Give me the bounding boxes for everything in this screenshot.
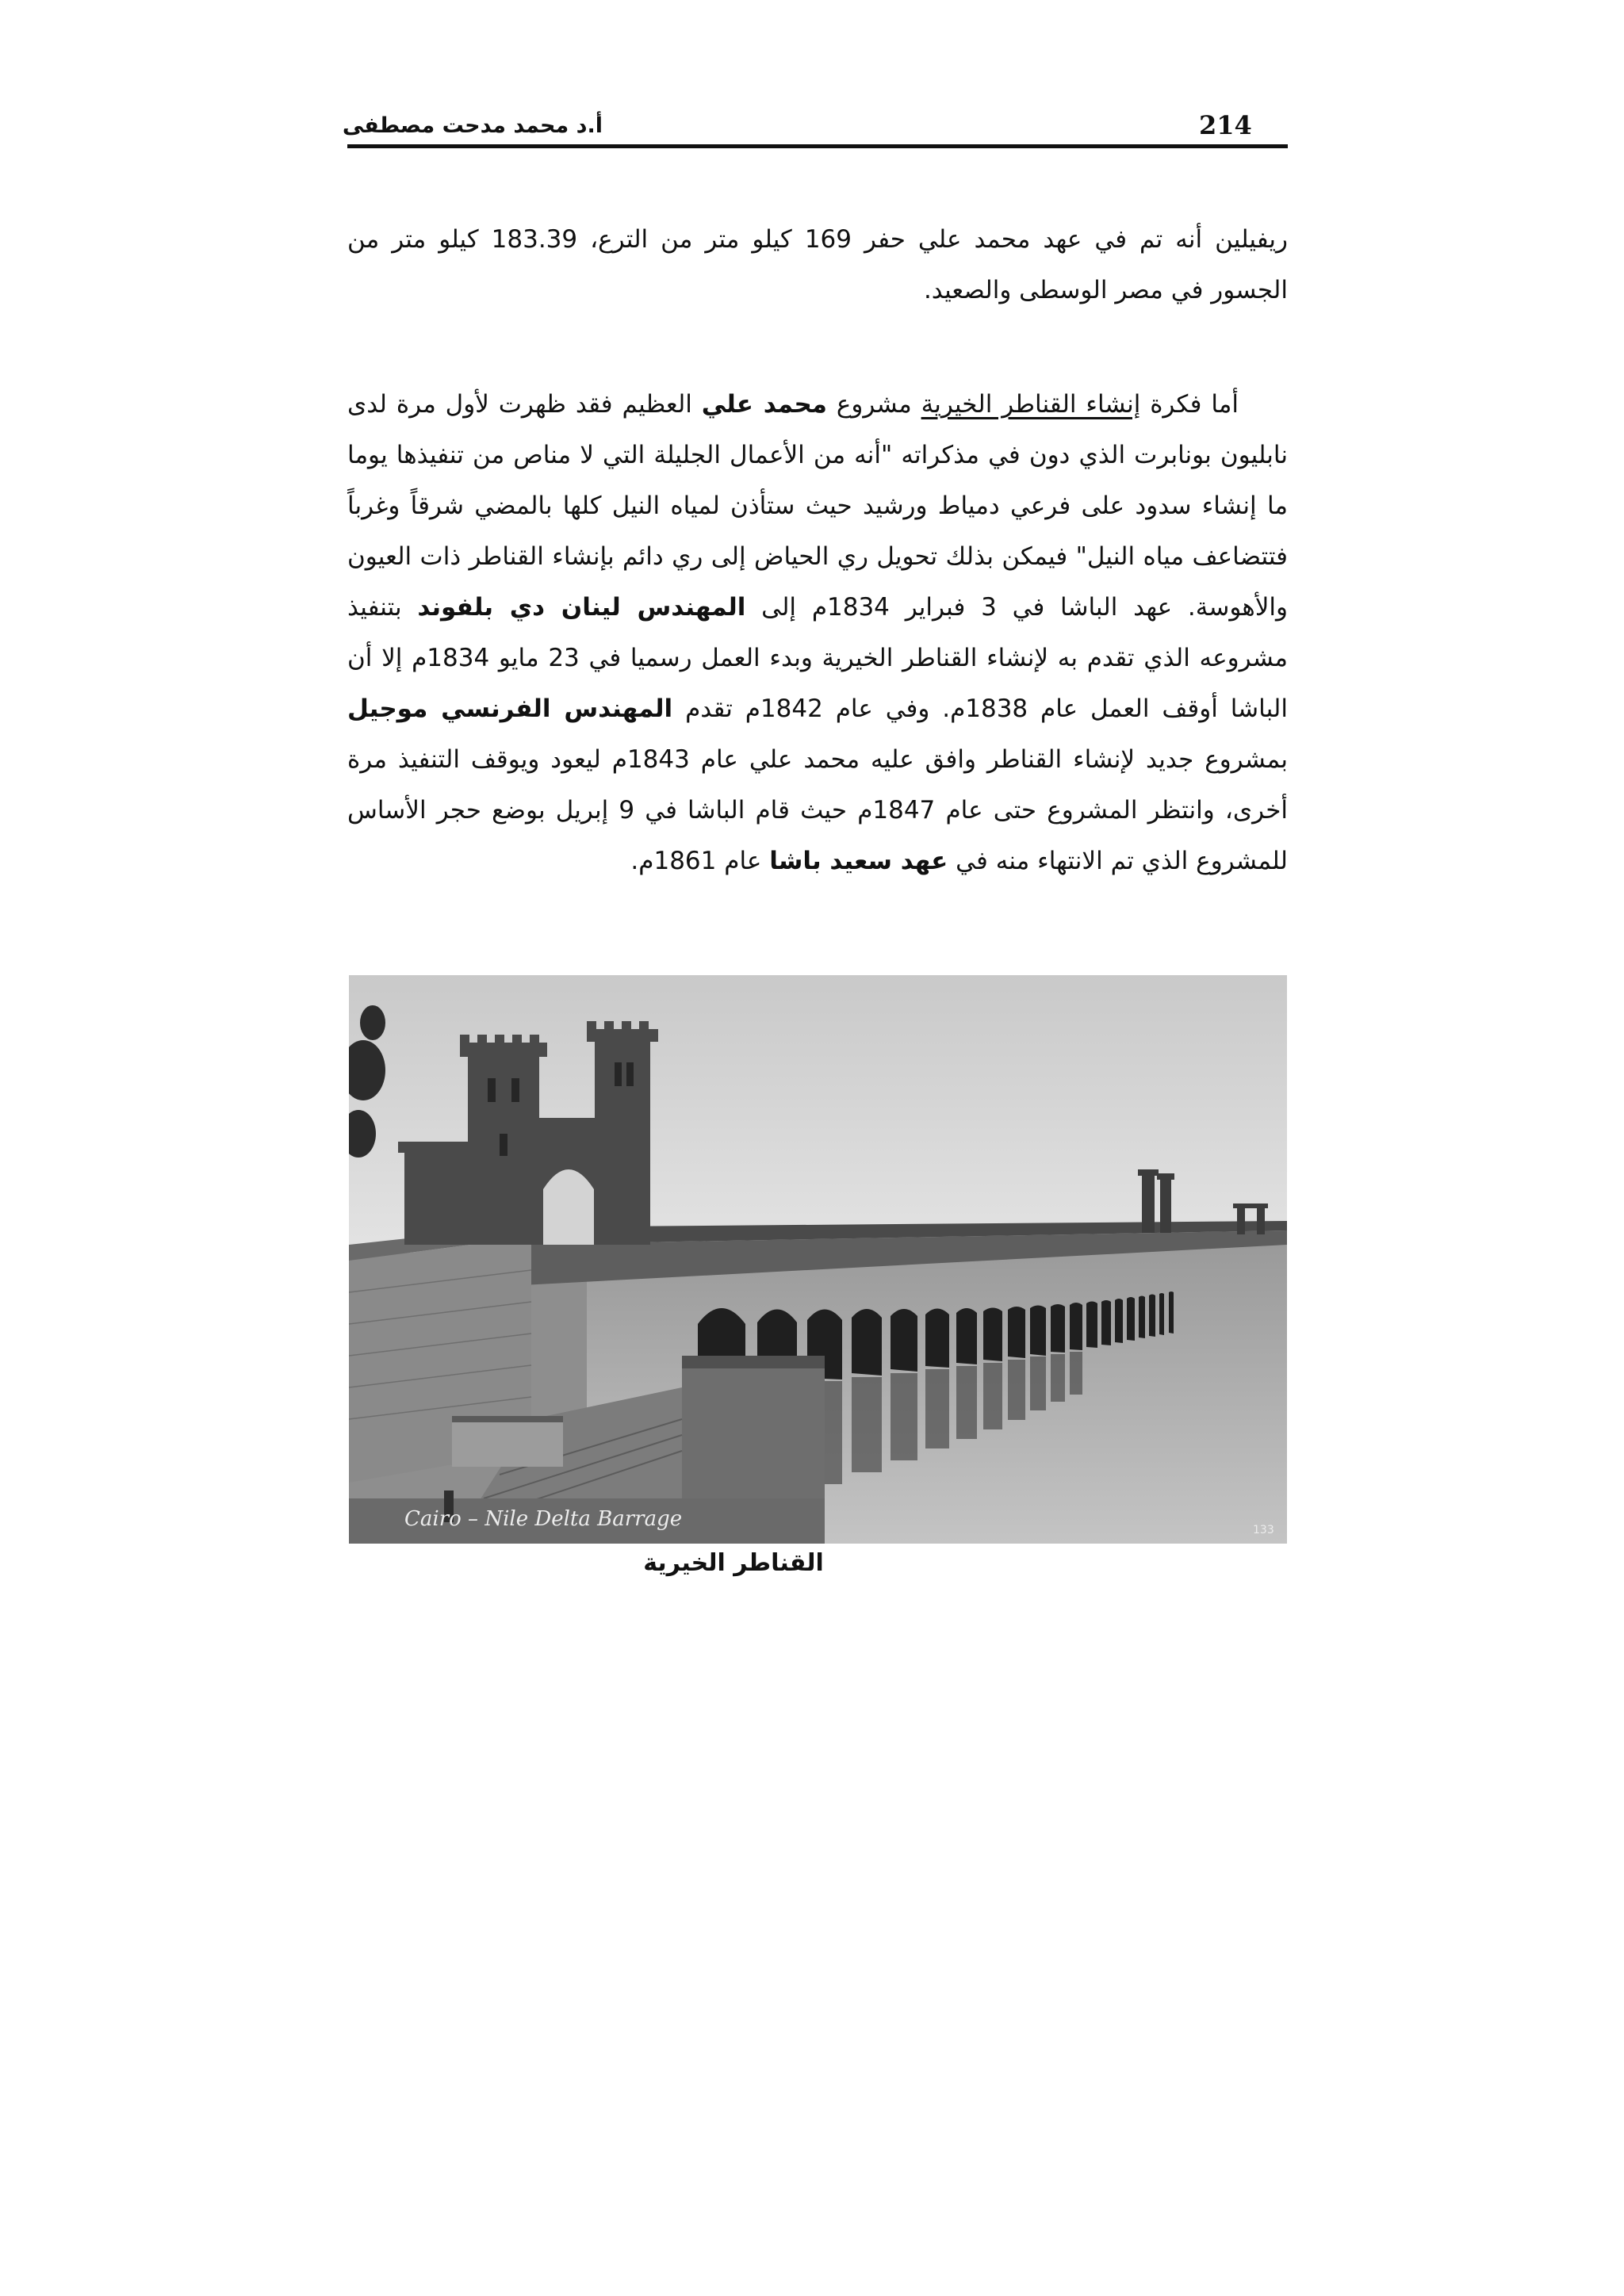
bold-phrase: عهد سعيد باشا [769, 847, 948, 875]
text-run: بتنفيذ مشروعه الذي تقدم به لإنشاء القناطر الخيرية وبدء العمل رسميا في 23 مايو 1834م إلا أن الباشا أوقف العمل عام 1838م. وفي عام 1842م تقدم [347, 593, 1288, 723]
photo-inscription: Cairo – Nile Delta Barrage [404, 1507, 683, 1531]
paragraph-1 [347, 214, 1288, 316]
photo-number: 133 [1253, 1524, 1274, 1536]
bold-phrase: المهندس الفرنسي موجيل [347, 695, 673, 723]
text-run: العظيم فقد ظهرت لأول مرة لدى نابليون بونابرت الذي دون في مذكراته "أنه من الأعمال الجليلة التي لا مناص من تنفيذها يوما ما إنشاء سدود على فرعي دمياط ورشيد حيث ستأذن لمياه النيل كلها بالمضي شرقاً وغرباً فتتضاعف مياه النيل" فيمكن بذلك تحويل ري الحياض إلى ري دائم بإنشاء القناطر ذات العيون والأهوسة. عهد الباشا في 3 فبراير 1834م إلى [347, 390, 1288, 622]
barrage-photo [349, 975, 1287, 1544]
text-run: مشروع [827, 390, 921, 419]
photo-caption: القناطر الخيرية [643, 1549, 824, 1577]
paragraph-1-text: ريفيلين أنه تم في عهد محمد علي حفر 169 كيلو متر من الترع، 183.39 كيلو متر من الجسور في مصر الوسطى والصعيد. [347, 225, 1288, 304]
text-run: أما فكرة [1140, 390, 1239, 419]
text-run: عام 1861م. [630, 847, 770, 875]
header-rule [347, 144, 1288, 148]
text-run: بمشروع جديد لإنشاء القناطر وافق عليه محمد علي عام 1843م ليعود ويوقف التنفيذ مرة أخرى، وانتظر المشروع حتى عام 1847م حيث قام الباشا في 9 إبريل بوضع حجر الأساس للمشروع الذي تم الانتهاء منه في [347, 745, 1288, 875]
lock-chamber [682, 1364, 825, 1514]
author-name: أ.د محمد مدحت مصطفى [342, 113, 603, 138]
bold-phrase: محمد علي [701, 390, 827, 419]
page-number: 214 [1199, 110, 1252, 140]
bold-phrase: المهندس لينان دي بلفوند [417, 593, 746, 622]
paragraph-2 [347, 379, 1288, 886]
underlined-phrase: إنشاء القناطر الخيرية [921, 390, 1141, 419]
